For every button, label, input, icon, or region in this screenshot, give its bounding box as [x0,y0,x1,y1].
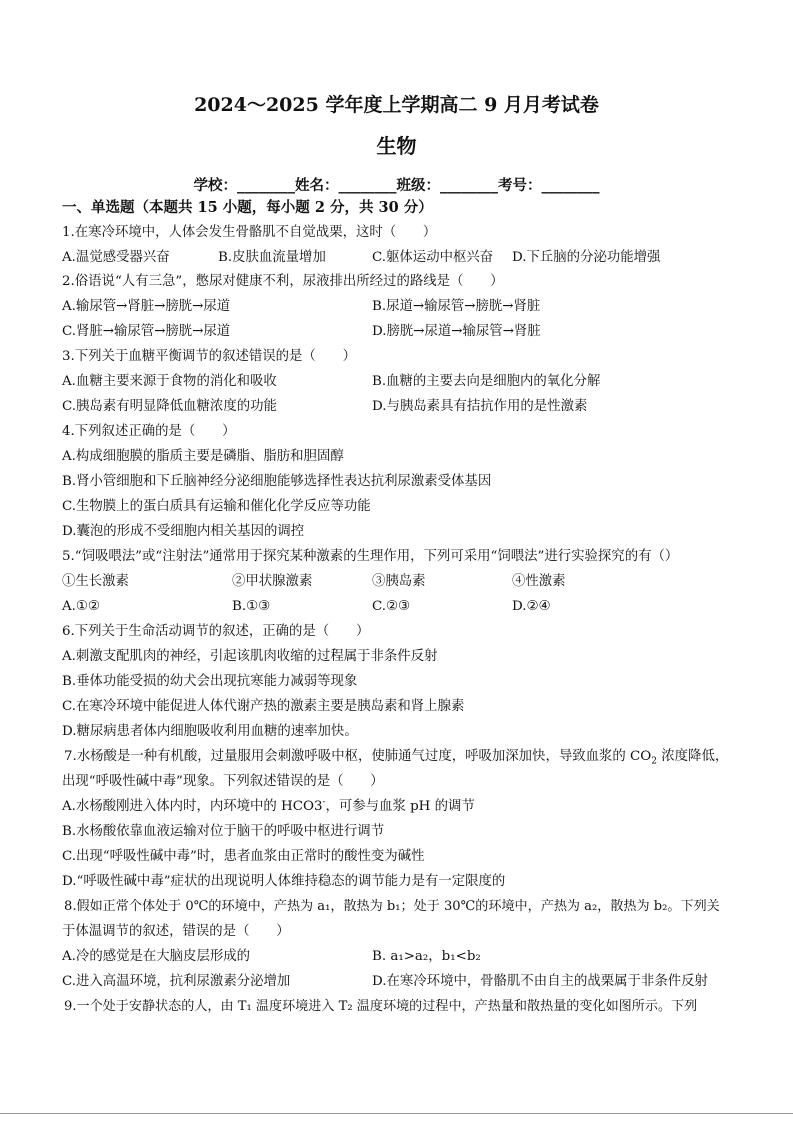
question-5-item-1: ①生长激素 [62,574,129,589]
question-8-option-b: B. a₁>a₂，b₁<b₂ [372,949,481,964]
question-3-option-c: C.胰岛素有明显降低血糖浓度的功能 [62,399,277,414]
question-8-option-c: C.进入高温环境，抗利尿激素分泌增加 [62,974,291,989]
question-2-stem: 2.俗语说“人有三急”，憋尿对健康不利，尿液排出所经过的路线是（ ） [62,274,504,289]
question-7-stem-line-2: 出现“呼吸性碱中毒”现象。下列叙述错误的是（ ） [62,774,384,789]
question-1-option-b: B.皮肤血流量增加 [218,250,326,265]
subject-title: 生物 [376,134,417,158]
question-4-option-d: D.囊泡的形成不受细胞内相关基因的调控 [62,524,305,539]
question-4-option-a: A.构成细胞膜的脂质主要是磷脂、脂肪和胆固醇 [62,449,344,464]
question-1-option-c: C.躯体运动中枢兴奋 [372,250,494,265]
question-5-stem: 5.“饲吸喂法”或“注射法”通常用于探究某种激素的生理作用，下列可采用“饲喂法”进行实验探究的有（） [62,549,679,564]
question-1-option-a: A.温觉感受器兴奋 [62,250,170,265]
question-7-option-a [62,798,475,816]
question-6-option-d: D.糖尿病患者体内细胞吸收利用血糖的速率加快。 [62,724,358,739]
question-7-option-b: B.水杨酸依靠血液运输对位于脑干的呼吸中枢进行调节 [62,824,385,839]
question-8-option-d: D.在寒冷环境中，骨骼肌不由自主的战栗属于非条件反射 [372,974,708,989]
question-3-option-a: A.血糖主要来源于食物的消化和吸收 [62,374,277,389]
question-8-option-a: A.冷的感觉是在大脑皮层形成的 [62,949,251,964]
subscript: 2 [651,756,658,767]
question-6-option-a: A.刺激支配肌肉的神经，引起该肌肉收缩的过程属于非条件反射 [62,649,438,664]
question-1-stem: 1.在寒冷环境中，人体会发生骨骼肌不自觉战栗，这时（ ） [62,225,437,240]
question-7-option-a-text-end: ，可参与血浆 pH 的调节 [325,799,475,814]
question-7-stem-text-end: 浓度降低， [657,749,729,764]
question-5-item-3: ③胰岛素 [372,574,426,589]
section-heading: 一、单选题（本题共 15 小题，每小题 2 分，共 30 分） [62,199,433,216]
question-2-option-c: C.肾脏→输尿管→膀胱→尿道 [62,324,231,339]
question-2-option-b: B.尿道→输尿管→膀胱→肾脏 [372,299,541,314]
question-3-stem: 3.下列关于血糖平衡调节的叙述错误的是（ ） [62,349,356,364]
question-5-option-a: A.①② [62,599,100,614]
question-7-stem-text: 7.水杨酸是一种有机酸，过量服用会刺激呼吸中枢，使肺通气过度，呼吸加深加快，导致血浆的 CO [64,749,652,764]
student-info-line: 学校：________姓名：________班级：________考号：________ [193,177,600,194]
question-7-option-a-text: A.水杨酸刚进入体内时，内环境中的 HCO3 [62,799,323,814]
question-7-option-c: C.出现“呼吸性碱中毒”时，患者血浆由正常时的酸性变为碱性 [62,849,425,864]
question-8-stem-line-1: 8.假如正常个体处于 0℃的环境中，产热为 a₁，散热为 b₁；处于 30℃的环境中，产热为 a₂，散热为 b₂。下列关 [64,899,720,914]
question-4-option-c: C.生物膜上的蛋白质具有运输和催化化学反应等功能 [62,499,371,514]
question-9-stem: 9.一个处于安静状态的人，由 T₁ 温度环境进入 T₂ 温度环境的过程中，产热量和散热量的变化如图所示。下列 [64,999,698,1014]
superscript: - [322,797,326,808]
question-7-option-d: D.“呼吸性碱中毒”症状的出现说明人体维持稳态的调节能力是有一定限度的 [62,874,506,889]
question-5-item-2: ②甲状腺激素 [232,574,313,589]
question-5-option-d: D.②④ [512,599,551,614]
question-5-option-c: C.②③ [372,599,411,614]
question-2-option-d: D.膀胱→尿道→输尿管→肾脏 [372,324,541,339]
question-1-option-d: D.下丘脑的分泌功能增强 [512,250,661,265]
question-4-stem: 4.下列叙述正确的是（ ） [62,424,236,439]
question-4-option-b: B.肾小管细胞和下丘脑神经分泌细胞能够选择性表达抗利尿激素受体基因 [62,474,492,489]
question-5-item-4: ④性激素 [512,574,566,589]
question-5-option-b: B.①③ [232,599,271,614]
question-7-stem-line-1 [64,748,728,766]
question-8-stem-line-2: 于体温调节的叙述，错误的是（ ） [62,924,290,939]
question-3-option-b: B.血糖的主要去向是细胞内的氧化分解 [372,374,601,389]
question-6-option-c: C.在寒冷环境中能促进人体代谢产热的激素主要是胰岛素和肾上腺素 [62,699,465,714]
question-6-stem: 6.下列关于生命活动调节的叙述，正确的是（ ） [62,624,370,639]
question-2-option-a: A.输尿管→肾脏→膀胱→尿道 [62,299,231,314]
question-6-option-b: B.垂体功能受损的幼犬会出现抗寒能力减弱等现象 [62,674,358,689]
page-bottom-rule [0,1113,793,1114]
question-3-option-d: D.与胰岛素具有拮抗作用的是性激素 [372,399,588,414]
exam-title: 2024～2025 学年度上学期高二 9 月月考试卷 [194,94,599,116]
